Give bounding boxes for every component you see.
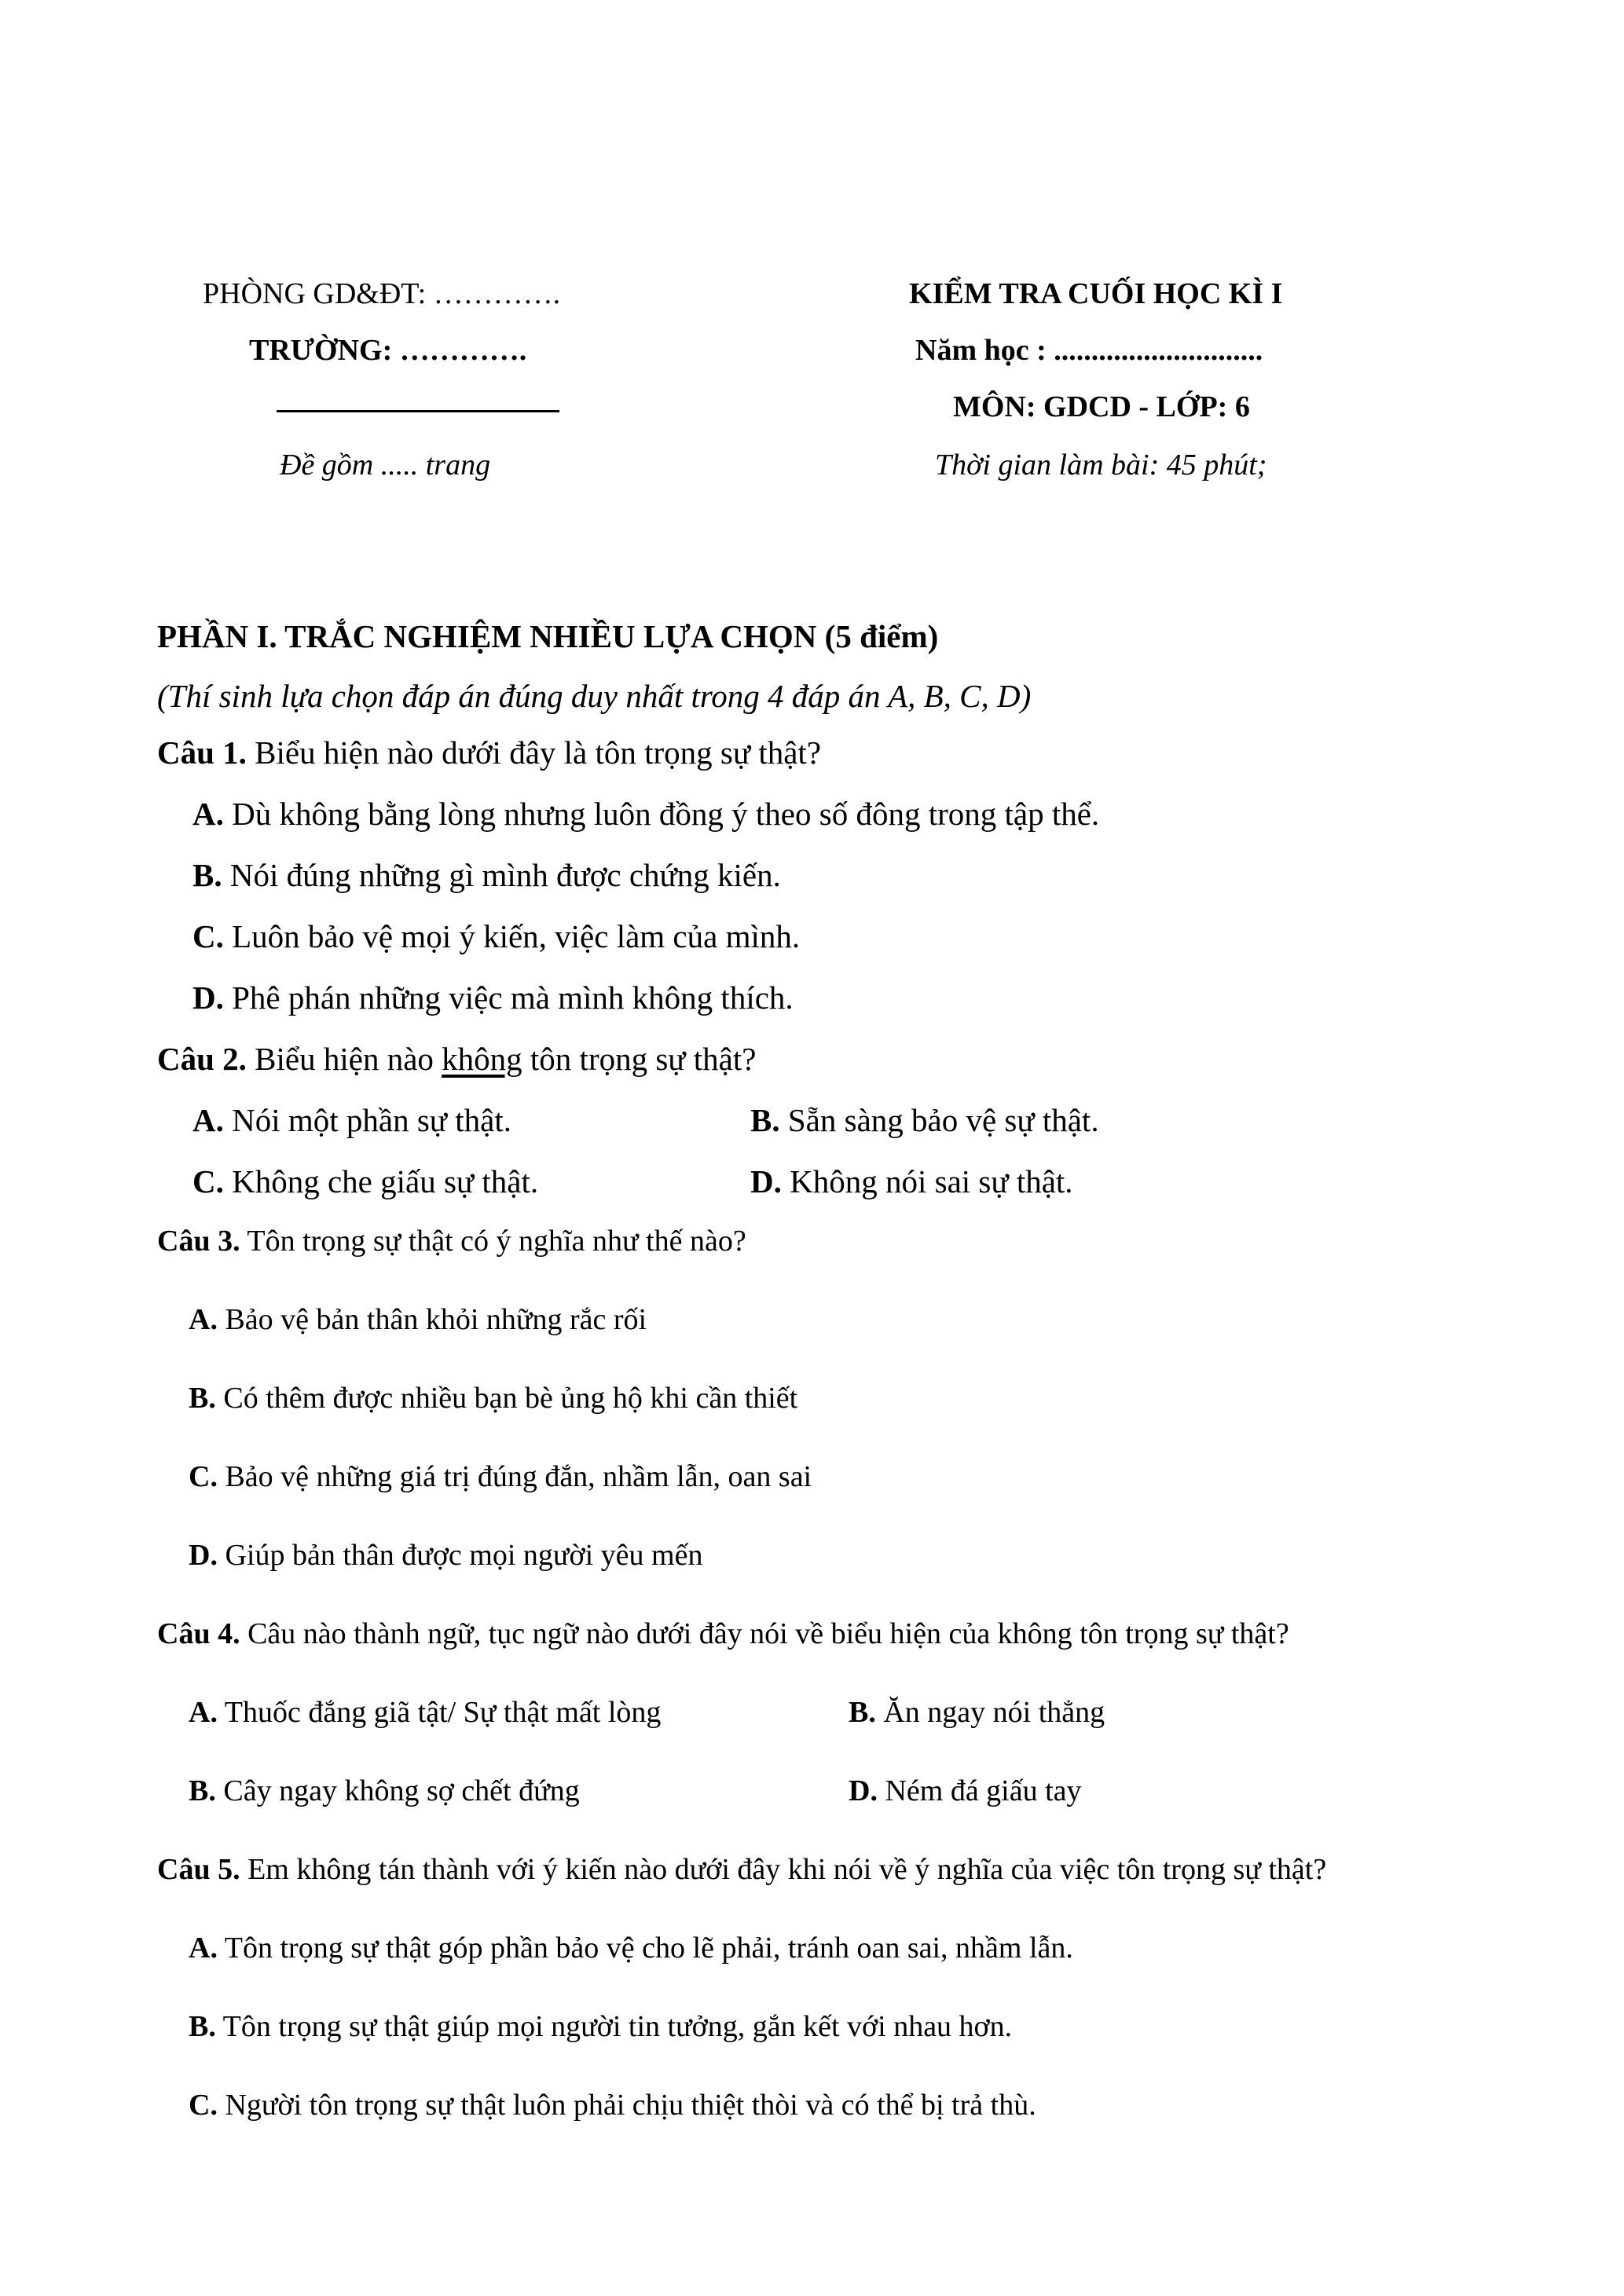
q1-option-b: B. Nói đúng những gì mình được chứng kiến.: [192, 857, 781, 893]
q4-option-a: A. Thuốc đắng giã tật/ Sự thật mất lòng: [189, 1696, 662, 1729]
question-5: Câu 5. Em không tán thành với ý kiến nào dưới đây khi nói về ý nghĩa của việc tôn trọng sự thật?: [157, 1853, 1327, 1886]
q1-option-d: D. Phê phán những việc mà mình không thích.: [192, 980, 794, 1016]
section-title: PHẦN I. TRẮC NGHIỆM NHIỀU LỰA CHỌN (5 điểm): [157, 618, 939, 654]
q4-option-b: B. Ăn ngay nói thẳng: [849, 1696, 1105, 1729]
subject-grade: MÔN: GDCD - LỚP: 6: [953, 390, 1250, 423]
department-label: PHÒNG GD&ĐT: ………….: [203, 277, 561, 310]
q5-option-a: A. Tôn trọng sự thật góp phần bảo vệ cho lẽ phải, tránh oan sai, nhầm lẫn.: [189, 1932, 1073, 1965]
q5-option-b: B. Tôn trọng sự thật giúp mọi người tin tưởng, gắn kết với nhau hơn.: [189, 2010, 1013, 2043]
q3-option-b: B. Có thêm được nhiều bạn bè ủng hộ khi cần thiết: [189, 1382, 798, 1415]
q2-option-a: A. Nói một phần sự thật.: [192, 1102, 511, 1138]
q4-option-d: D. Ném đá giấu tay: [849, 1774, 1082, 1807]
question-3: Câu 3. Tôn trọng sự thật có ý nghĩa như thế nào?: [157, 1225, 746, 1258]
q2-option-c: C. Không che giấu sự thật.: [192, 1163, 539, 1199]
q2-option-b: B. Sẵn sàng bảo vệ sự thật.: [750, 1102, 1099, 1138]
page-count-label: Đề gồm ..... trang: [280, 449, 491, 482]
time-limit: Thời gian làm bài: 45 phút;: [935, 449, 1267, 482]
exam-title: KIỂM TRA CUỐI HỌC KÌ I: [909, 277, 1283, 310]
q4-option-c: B. Cây ngay không sợ chết đứng: [189, 1774, 580, 1807]
q2-option-d: D. Không nói sai sự thật.: [750, 1163, 1073, 1199]
q1-option-c: C. Luôn bảo vệ mọi ý kiến, việc làm của mình.: [192, 918, 801, 954]
school-label: TRƯỜNG: ………….: [249, 334, 527, 367]
q1-option-a: A. Dù không bằng lòng nhưng luôn đồng ý theo số đông trong tập thể.: [192, 796, 1100, 832]
q3-option-a: A. Bảo vệ bản thân khỏi những rắc rối: [189, 1303, 647, 1336]
header-divider: [277, 410, 559, 412]
q3-option-c: C. Bảo vệ những giá trị đúng đắn, nhầm lẫn, oan sai: [189, 1460, 812, 1493]
q5-option-c: C. Người tôn trọng sự thật luôn phải chịu thiệt thòi và có thể bị trả thù.: [189, 2089, 1036, 2122]
question-1: Câu 1. Biểu hiện nào dưới đây là tôn trọng sự thật?: [157, 734, 822, 771]
school-year: Năm học : ............................: [915, 334, 1263, 367]
q3-option-d: D. Giúp bản thân được mọi người yêu mến: [189, 1539, 703, 1572]
question-2: Câu 2. Biểu hiện nào không tôn trọng sự thật?: [157, 1041, 757, 1077]
section-instruction: (Thí sinh lựa chọn đáp án đúng duy nhất trong 4 đáp án A, B, C, D): [157, 678, 1032, 714]
question-4: Câu 4. Câu nào thành ngữ, tục ngữ nào dưới đây nói về biểu hiện của không tôn trọng sự thật?: [157, 1617, 1289, 1650]
